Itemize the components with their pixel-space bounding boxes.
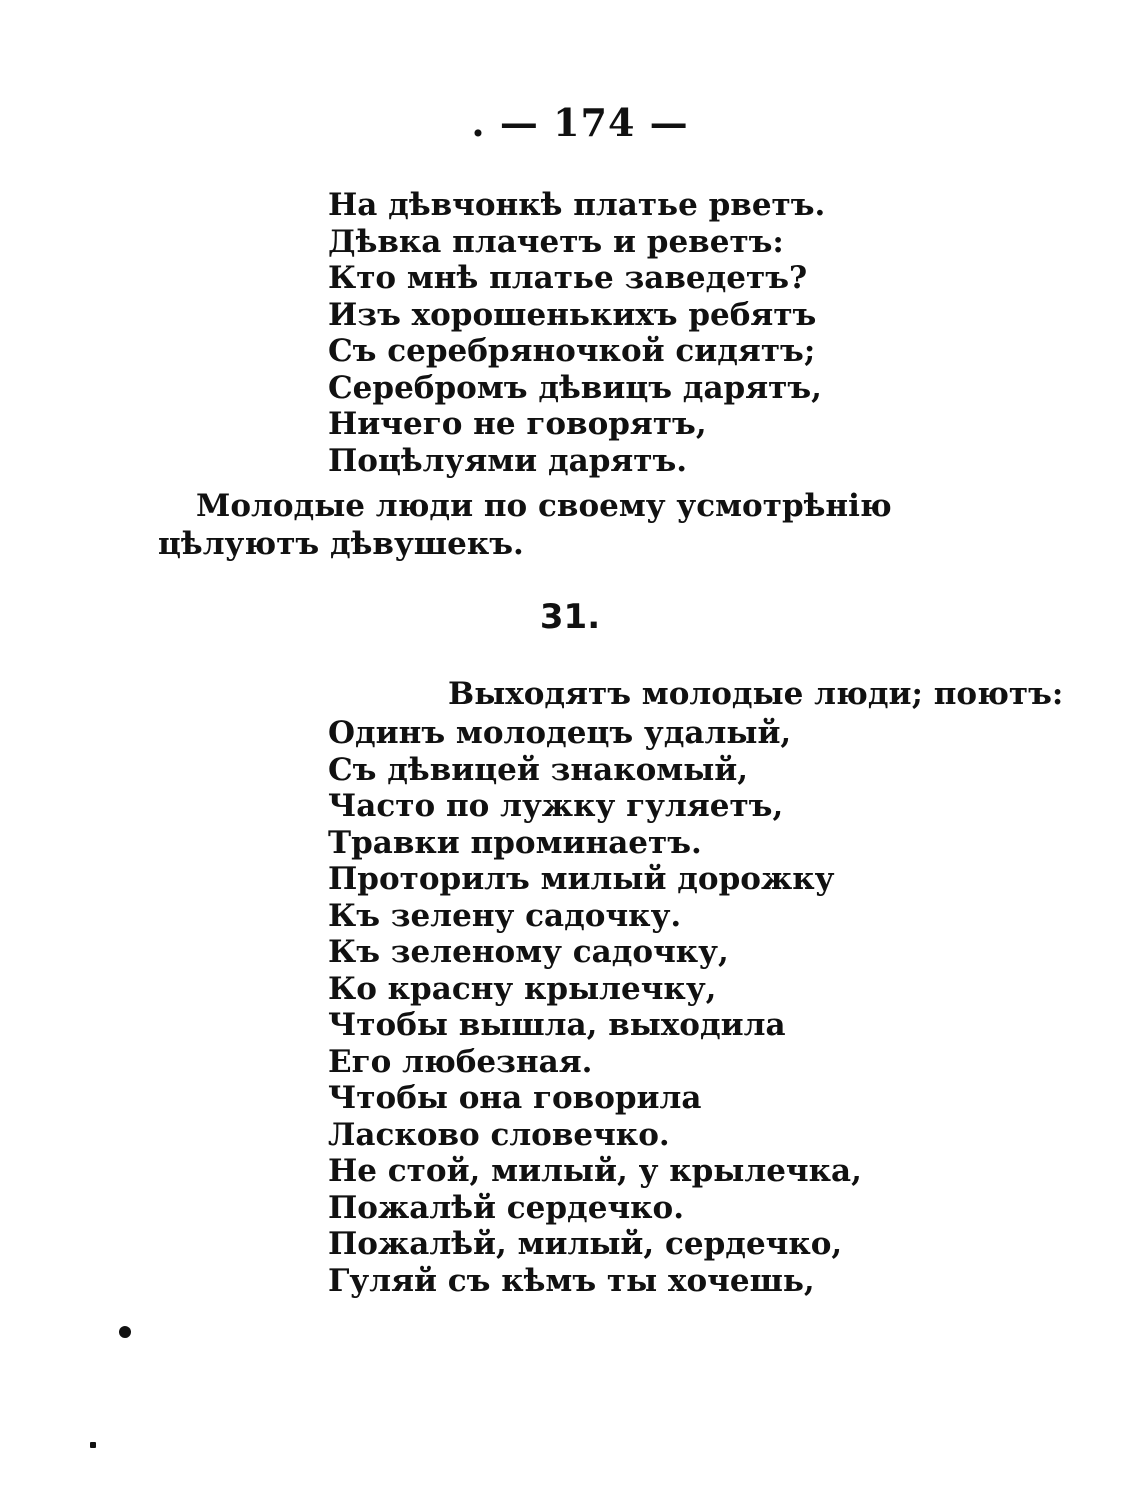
section-number: 31. [539, 597, 601, 637]
verse-line: На дѣвчонкѣ платье рветъ. [328, 187, 826, 223]
verse-line: Ласково словечко. [328, 1116, 670, 1153]
verse-line: Одинъ молодецъ удалый, [328, 715, 792, 751]
verse-line: Травки проминаетъ. [328, 824, 702, 861]
verse-line: Ко красну крылечку, [328, 970, 717, 1007]
verse-line: Съ серебряночкой сидятъ; [328, 333, 816, 369]
verse-line: Гуляй съ кѣмъ ты хочешь, [328, 1262, 815, 1299]
verse-block-1 [328, 187, 825, 479]
verse-line: Дѣвка плачетъ и реветъ: [328, 223, 784, 260]
verse-block-2 [328, 715, 862, 1299]
verse-line: Изъ хорошенькихъ ребятъ [328, 296, 817, 333]
verse-line: Поцѣлуями дарятъ. [328, 442, 688, 479]
ink-speck [90, 1442, 96, 1448]
verse-line: Къ зеленому садочку, [328, 934, 729, 970]
verse-line: Кто мнѣ платье заведетъ? [328, 260, 808, 296]
verse-line: Пожалѣй сердечко. [328, 1189, 684, 1226]
verse-line: Пожалѣй, милый, сердечко, [328, 1226, 843, 1262]
verse-line: Часто по лужку гуляетъ, [328, 788, 784, 824]
page-number: . — 174 — [471, 100, 689, 145]
verse-line: Его любезная. [328, 1043, 593, 1080]
prose-paragraph [158, 487, 1003, 563]
verse-line: Съ дѣвицей знакомый, [328, 751, 749, 788]
prose-text: Молодые люди по своему усмотрѣнію цѣлуютъ дѣвушекъ. [158, 488, 892, 562]
ink-speck [119, 1326, 131, 1338]
verse-line: Ничего не говорятъ, [328, 406, 707, 442]
verse-line: Не стой, милый, у крылечка, [328, 1153, 862, 1189]
verse-line: Проторилъ милый дорожку [328, 861, 835, 897]
verse-line: Къ зелену садочку. [328, 897, 682, 934]
verse-line: Чтобы она говорила [328, 1080, 702, 1116]
verse-line: Серебромъ дѣвицъ дарятъ, [328, 369, 822, 406]
verse-line: Чтобы вышла, выходила [328, 1007, 786, 1043]
stage-direction: Выходятъ молодые люди; поютъ: [448, 676, 1064, 712]
